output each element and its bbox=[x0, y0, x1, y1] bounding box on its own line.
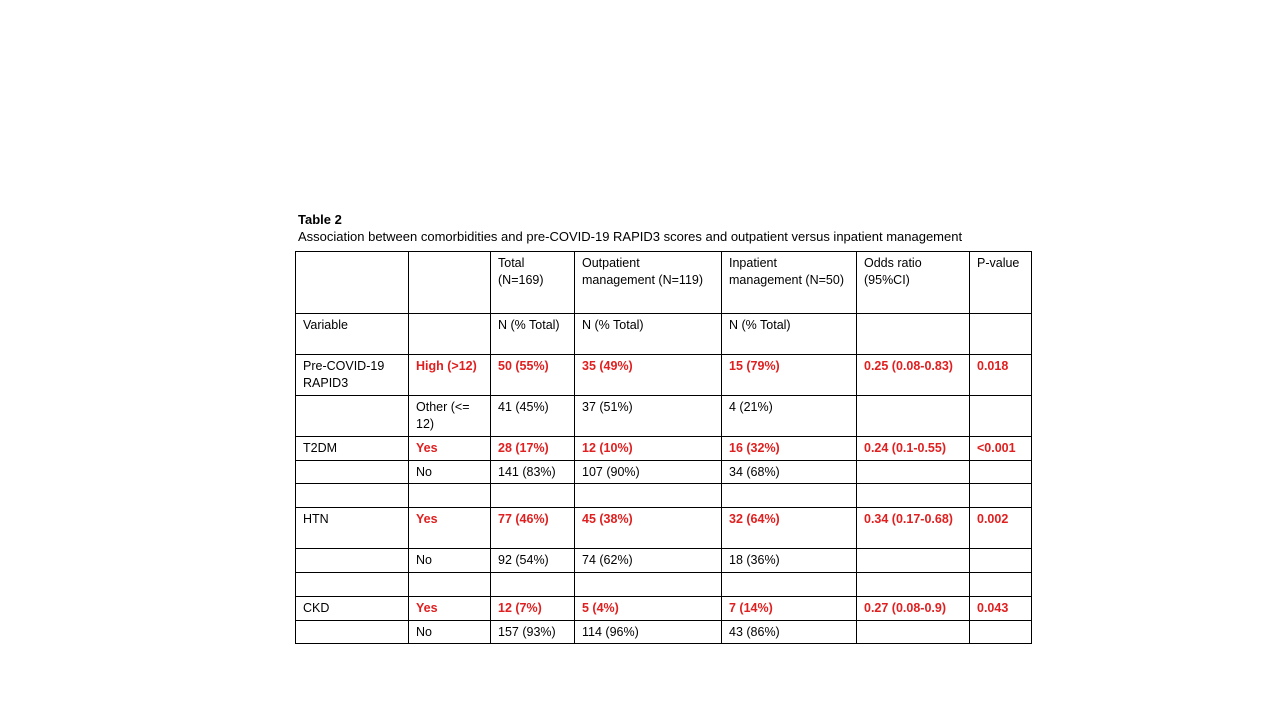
odds-ratio-cell bbox=[857, 484, 970, 508]
total-cell bbox=[491, 484, 575, 508]
outpatient-cell: 37 (51%) bbox=[575, 396, 722, 437]
table-row bbox=[296, 355, 1032, 396]
odds-ratio-cell: 0.34 (0.17-0.68) bbox=[857, 508, 970, 549]
category-cell: No bbox=[409, 461, 491, 484]
total-cell: 157 (93%) bbox=[491, 621, 575, 644]
outpatient-cell bbox=[575, 573, 722, 597]
subheader-cell bbox=[970, 314, 1032, 355]
variable-cell: CKD bbox=[296, 597, 409, 621]
p-value-cell bbox=[970, 549, 1032, 573]
table-row bbox=[296, 621, 1032, 644]
variable-cell bbox=[296, 549, 409, 573]
table-subtitle: Association between comorbidities and pre-COVID-19 RAPID3 scores and outpatient versus inpatient management bbox=[298, 229, 963, 244]
p-value-cell: <0.001 bbox=[970, 437, 1032, 461]
category-cell: Yes bbox=[409, 437, 491, 461]
odds-ratio-cell bbox=[857, 461, 970, 484]
inpatient-cell bbox=[722, 573, 857, 597]
subheader-cell bbox=[409, 314, 491, 355]
header-cell: Inpatient management (N=50) bbox=[722, 252, 857, 314]
inpatient-cell: 43 (86%) bbox=[722, 621, 857, 644]
data-table bbox=[295, 251, 1032, 644]
category-cell bbox=[409, 484, 491, 508]
inpatient-cell: 34 (68%) bbox=[722, 461, 857, 484]
subheader-cell: N (% Total) bbox=[575, 314, 722, 355]
table-row bbox=[296, 396, 1032, 437]
p-value-cell bbox=[970, 573, 1032, 597]
outpatient-cell: 12 (10%) bbox=[575, 437, 722, 461]
total-cell: 141 (83%) bbox=[491, 461, 575, 484]
p-value-cell: 0.018 bbox=[970, 355, 1032, 396]
category-cell: Yes bbox=[409, 597, 491, 621]
total-cell: 77 (46%) bbox=[491, 508, 575, 549]
p-value-cell: 0.043 bbox=[970, 597, 1032, 621]
total-cell: 92 (54%) bbox=[491, 549, 575, 573]
variable-cell bbox=[296, 484, 409, 508]
subheader-row bbox=[296, 314, 1032, 355]
odds-ratio-cell bbox=[857, 621, 970, 644]
odds-ratio-cell: 0.25 (0.08-0.83) bbox=[857, 355, 970, 396]
header-row bbox=[296, 252, 1032, 314]
header-cell: Outpatient management (N=119) bbox=[575, 252, 722, 314]
total-cell: 28 (17%) bbox=[491, 437, 575, 461]
category-cell: No bbox=[409, 549, 491, 573]
p-value-cell bbox=[970, 461, 1032, 484]
header-cell bbox=[409, 252, 491, 314]
variable-cell bbox=[296, 573, 409, 597]
table-row bbox=[296, 484, 1032, 508]
subheader-cell: Variable bbox=[296, 314, 409, 355]
variable-cell bbox=[296, 621, 409, 644]
subheader-cell bbox=[857, 314, 970, 355]
table-row bbox=[296, 573, 1032, 597]
odds-ratio-cell: 0.24 (0.1-0.55) bbox=[857, 437, 970, 461]
odds-ratio-cell bbox=[857, 573, 970, 597]
category-cell: High (>12) bbox=[409, 355, 491, 396]
outpatient-cell: 74 (62%) bbox=[575, 549, 722, 573]
outpatient-cell: 107 (90%) bbox=[575, 461, 722, 484]
inpatient-cell: 16 (32%) bbox=[722, 437, 857, 461]
odds-ratio-cell: 0.27 (0.08-0.9) bbox=[857, 597, 970, 621]
subheader-cell: N (% Total) bbox=[491, 314, 575, 355]
inpatient-cell: 15 (79%) bbox=[722, 355, 857, 396]
total-cell bbox=[491, 573, 575, 597]
table-row bbox=[296, 508, 1032, 549]
category-cell: Other (<= 12) bbox=[409, 396, 491, 437]
header-cell: P-value bbox=[970, 252, 1032, 314]
inpatient-cell: 7 (14%) bbox=[722, 597, 857, 621]
outpatient-cell: 45 (38%) bbox=[575, 508, 722, 549]
outpatient-cell bbox=[575, 484, 722, 508]
p-value-cell bbox=[970, 621, 1032, 644]
p-value-cell: 0.002 bbox=[970, 508, 1032, 549]
variable-cell: Pre-COVID-19 RAPID3 bbox=[296, 355, 409, 396]
category-cell: Yes bbox=[409, 508, 491, 549]
inpatient-cell: 32 (64%) bbox=[722, 508, 857, 549]
p-value-cell bbox=[970, 484, 1032, 508]
variable-cell bbox=[296, 396, 409, 437]
table-row bbox=[296, 437, 1032, 461]
table-caption bbox=[298, 211, 962, 245]
outpatient-cell: 5 (4%) bbox=[575, 597, 722, 621]
table-row bbox=[296, 461, 1032, 484]
variable-cell: T2DM bbox=[296, 437, 409, 461]
header-cell: Odds ratio (95%CI) bbox=[857, 252, 970, 314]
odds-ratio-cell bbox=[857, 396, 970, 437]
variable-cell bbox=[296, 461, 409, 484]
inpatient-cell bbox=[722, 484, 857, 508]
table-title: Table 2 bbox=[298, 212, 342, 227]
category-cell: No bbox=[409, 621, 491, 644]
p-value-cell bbox=[970, 396, 1032, 437]
total-cell: 50 (55%) bbox=[491, 355, 575, 396]
inpatient-cell: 18 (36%) bbox=[722, 549, 857, 573]
table-row bbox=[296, 549, 1032, 573]
header-cell: Total (N=169) bbox=[491, 252, 575, 314]
total-cell: 41 (45%) bbox=[491, 396, 575, 437]
inpatient-cell: 4 (21%) bbox=[722, 396, 857, 437]
table-row bbox=[296, 597, 1032, 621]
outpatient-cell: 114 (96%) bbox=[575, 621, 722, 644]
outpatient-cell: 35 (49%) bbox=[575, 355, 722, 396]
variable-cell: HTN bbox=[296, 508, 409, 549]
category-cell bbox=[409, 573, 491, 597]
odds-ratio-cell bbox=[857, 549, 970, 573]
total-cell: 12 (7%) bbox=[491, 597, 575, 621]
header-cell bbox=[296, 252, 409, 314]
subheader-cell: N (% Total) bbox=[722, 314, 857, 355]
